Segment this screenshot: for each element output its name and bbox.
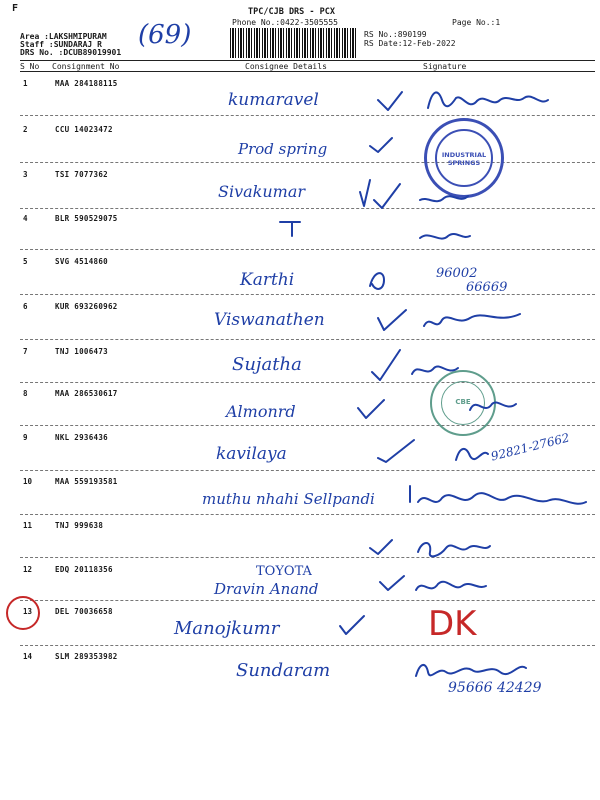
- signature-stroke: [424, 314, 520, 326]
- signature-stroke: [416, 582, 486, 590]
- row-10-consignment: MAA 559193581: [55, 477, 118, 486]
- signature-stroke: [410, 486, 586, 504]
- signature-stroke: [280, 222, 300, 236]
- row-11-consignment: TNJ 999638: [55, 521, 104, 530]
- row-9-consignment: NKL 2936436: [55, 433, 108, 442]
- row-5-sno: 5: [23, 257, 28, 266]
- row-1-sno: 1: [23, 79, 28, 88]
- row-13-consignee: Manojkumr: [174, 618, 280, 639]
- col-consignment: Consignment No: [52, 62, 120, 71]
- row-3-consignment: TSI 7077362: [55, 170, 108, 179]
- row-10-sno: 10: [23, 477, 33, 486]
- row-1-consignment: MAA 284188115: [55, 79, 118, 88]
- signature-stroke: [420, 196, 468, 201]
- signature-stroke: [470, 402, 516, 410]
- row-2-sno: 2: [23, 125, 28, 134]
- tick-mark-icon: [378, 92, 402, 110]
- row-9-consignee: kavilaya: [216, 444, 287, 464]
- row-2-consignment: CCU 14023472: [55, 125, 113, 134]
- col-consignee: Consignee Details: [245, 62, 327, 71]
- row-5-phone-a: 96002: [436, 266, 478, 281]
- row-14-consignee: Sundaram: [236, 660, 331, 681]
- tick-mark-icon: [370, 138, 392, 152]
- row-10-consignee: muthu nhahi Sellpandi: [202, 490, 375, 508]
- row-12-consignment: EDQ 20118356: [55, 565, 113, 574]
- corner-mark: F: [12, 3, 19, 14]
- row-9-phone: 92821-27662: [489, 430, 571, 464]
- rs-date: RS Date:12-Feb-2022: [364, 39, 456, 48]
- signature-stroke: [456, 449, 488, 460]
- signature-stroke: [418, 543, 490, 556]
- row-13-consignment: DEL 70036658: [55, 607, 113, 616]
- row-13-red-mark: DK: [428, 604, 477, 644]
- col-signature: Signature: [423, 62, 467, 71]
- row-12-consignee: Dravin Anand: [214, 580, 319, 598]
- row-6-consignee: Viswanathen: [214, 310, 325, 330]
- row-5-phone-b: 66669: [466, 280, 508, 295]
- row-14-sno: 14: [23, 652, 33, 661]
- tick-mark-icon: [378, 310, 406, 330]
- green-stamp-text: CBE: [455, 398, 471, 406]
- row-9-sno: 9: [23, 433, 28, 442]
- page-number: Page No.:1: [452, 18, 501, 27]
- row-5-consignee: Karthi: [240, 270, 295, 290]
- row-8-sno: 8: [23, 389, 28, 398]
- row-2-consignee: Prod spring: [238, 140, 328, 158]
- row-3-consignee: Sivakumar: [218, 182, 306, 201]
- row-8-consignment: MAA 286530617: [55, 389, 118, 398]
- tick-mark-icon: [358, 400, 384, 418]
- tick-mark-icon: [370, 540, 392, 554]
- row-6-sno: 6: [23, 302, 28, 311]
- row-3-sno: 3: [23, 170, 28, 179]
- phone-number: Phone No.:0422-3505555: [232, 18, 338, 27]
- row-12-sno: 12: [23, 565, 33, 574]
- row-5-consignment: SVG 4514860: [55, 257, 108, 266]
- signature-stroke: [420, 234, 470, 239]
- signature-stroke: [428, 92, 548, 108]
- tick-mark-icon: [360, 180, 370, 206]
- row-6-consignment: KUR 693260962: [55, 302, 118, 311]
- staff-line: Staff :SUNDARAJ R: [20, 40, 102, 49]
- row-13-sno: 13: [23, 607, 33, 616]
- stamp-text: INDUSTRIAL SPRINGS: [441, 151, 487, 167]
- col-sno: S No: [20, 62, 40, 71]
- row-11-sno: 11: [23, 521, 33, 530]
- row-8-consignee: Almonrd: [226, 402, 296, 421]
- tick-mark-icon: [380, 576, 404, 590]
- row-12-toyota: TOYOTA: [256, 564, 312, 579]
- row-7-sno: 7: [23, 347, 28, 356]
- row-14-consignment: SLM 289353982: [55, 652, 118, 661]
- row-7-consignee: Sujatha: [232, 354, 302, 375]
- rs-number: RS No.:890199: [364, 30, 427, 39]
- tick-mark-icon: [374, 184, 400, 208]
- handwritten-count: (69): [138, 20, 192, 50]
- tick-mark-icon: [378, 440, 414, 462]
- signature-stroke: [412, 366, 458, 374]
- signature-stroke: [370, 273, 384, 289]
- row-7-consignment: TNJ 1006473: [55, 347, 108, 356]
- row-4-sno: 4: [23, 214, 28, 223]
- tick-mark-icon: [340, 616, 364, 634]
- signature-stroke: [416, 665, 526, 676]
- tick-mark-icon: [372, 350, 400, 380]
- row-14-phone: 95666 42429: [448, 680, 542, 696]
- area-line: Area :LAKSHMIPURAM: [20, 32, 107, 41]
- row-4-consignment: BLR 590529075: [55, 214, 118, 223]
- document-title: TPC/CJB DRS - PCX: [248, 7, 335, 17]
- drs-number: DRS No. :DCUB89019901: [20, 48, 122, 57]
- row-1-consignee: kumaravel: [228, 90, 319, 110]
